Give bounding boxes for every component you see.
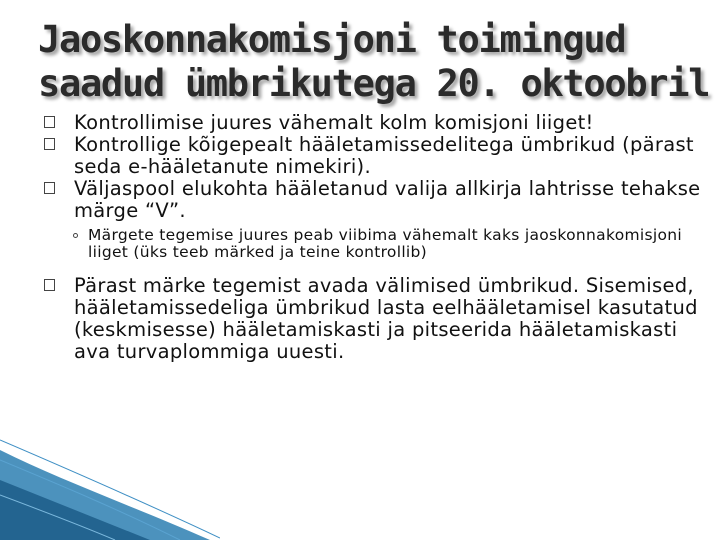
list-item bbox=[44, 275, 714, 363]
bullet-text: Väljaspool elukohta hääletanud valija allkirja lahtrisse tehakse märge “V”. bbox=[74, 177, 701, 222]
decorative-wave-graphic bbox=[0, 410, 220, 540]
list-item bbox=[44, 134, 714, 178]
list-item bbox=[44, 112, 714, 134]
square-bullet-icon bbox=[44, 279, 55, 291]
title-line-1: Jaoskonnakomisjoni toimingud bbox=[38, 18, 626, 61]
square-bullet-icon bbox=[44, 116, 55, 128]
list-item bbox=[44, 178, 714, 222]
bullet-text: Kontrollige kõigepealt hääletamissedelitega ümbrikud (pärast seda e-hääletanute nimekiri). bbox=[74, 133, 694, 178]
circle-bullet-icon bbox=[73, 233, 78, 238]
sub-bullet-text: Märgete tegemise juures peab viibima vähemalt kaks jaoskonnakomisjoni liiget (üks teeb märked ja teine kontrollib) bbox=[88, 226, 682, 261]
bullet-text: Kontrollimise juures vähemalt kolm komisjoni liiget! bbox=[74, 111, 594, 134]
bullet-text: Pärast märke tegemist avada välimised ümbrikud. Sisemised, hääletamissedeliga ümbrikud lasta eelhääletamisel kasutatud (keskmisesse) hääletamiskasti ja pitseerida hääletamiskasti ava turvaplommiga uuesti. bbox=[74, 274, 698, 363]
square-bullet-icon bbox=[44, 182, 55, 194]
title-line-2: saadud ümbrikutega 20. oktoobril bbox=[38, 62, 710, 105]
slide-title bbox=[38, 18, 708, 106]
square-bullet-icon bbox=[44, 138, 55, 150]
sub-list-item bbox=[44, 227, 714, 261]
bullet-list bbox=[44, 112, 714, 363]
